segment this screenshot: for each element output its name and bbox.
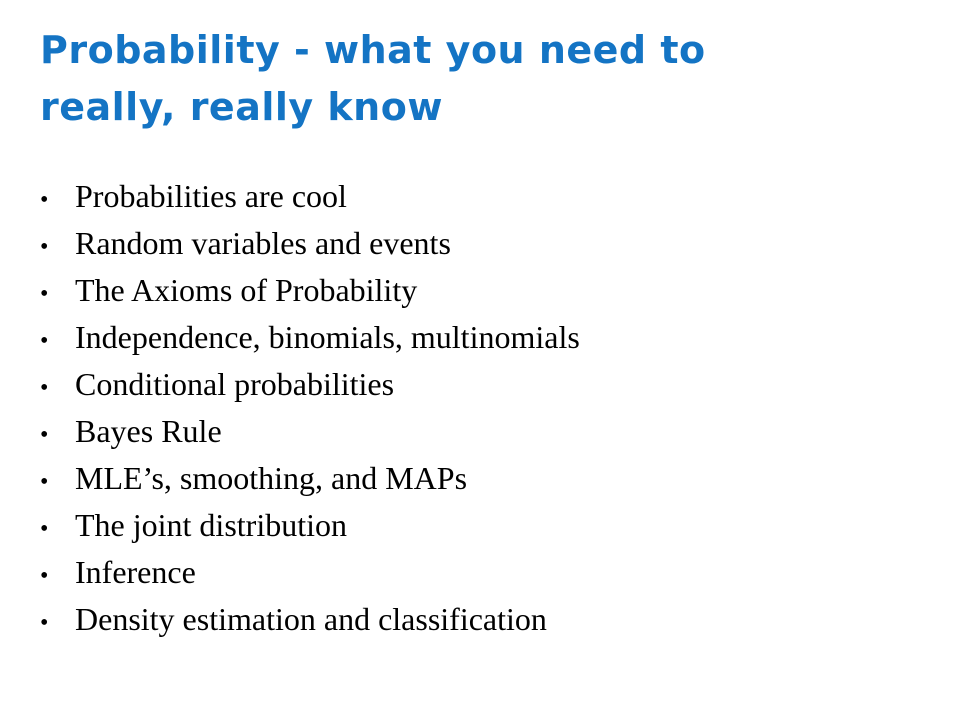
bullet-text: Independence, binomials, multinomials xyxy=(75,319,580,355)
bullet-text: The Axioms of Probability xyxy=(75,272,418,308)
bullet-dot-icon: • xyxy=(40,375,49,401)
slide-title xyxy=(40,22,920,136)
bullet-item xyxy=(40,366,920,413)
title-line-2: really, really know xyxy=(40,85,443,129)
bullet-text: MLE’s, smoothing, and MAPs xyxy=(75,460,468,496)
bullet-item xyxy=(40,178,920,225)
bullet-text: Inference xyxy=(75,554,196,590)
bullet-dot-icon: • xyxy=(40,422,49,448)
bullet-dot-icon: • xyxy=(40,234,49,260)
bullet-dot-icon: • xyxy=(40,516,49,542)
bullet-item xyxy=(40,460,920,507)
bullet-dot-icon: • xyxy=(40,281,49,307)
bullet-dot-icon: • xyxy=(40,610,49,636)
bullet-text: Conditional probabilities xyxy=(75,366,395,402)
bullet-list xyxy=(40,178,920,648)
bullet-text: Bayes Rule xyxy=(75,413,222,449)
bullet-item xyxy=(40,601,920,648)
bullet-dot-icon: • xyxy=(40,328,49,354)
bullet-item xyxy=(40,507,920,554)
bullet-text: Probabilities are cool xyxy=(75,178,347,214)
bullet-item xyxy=(40,319,920,366)
bullet-text: Density estimation and classification xyxy=(75,601,547,637)
bullet-text: Random variables and events xyxy=(75,225,451,261)
bullet-dot-icon: • xyxy=(40,469,49,495)
bullet-text: The joint distribution xyxy=(75,507,347,543)
bullet-item xyxy=(40,272,920,319)
bullet-item xyxy=(40,554,920,601)
title-line-1: Probability - what you need to xyxy=(40,28,706,72)
bullet-item xyxy=(40,413,920,460)
bullet-dot-icon: • xyxy=(40,563,49,589)
bullet-dot-icon: • xyxy=(40,187,49,213)
bullet-item xyxy=(40,225,920,272)
